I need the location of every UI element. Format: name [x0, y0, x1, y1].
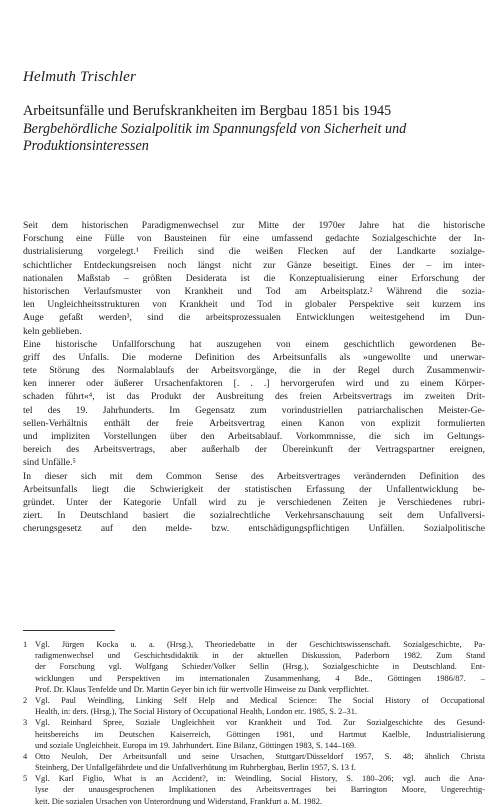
footnote-divider [23, 630, 115, 631]
body-line: schichtlicher Entdeckungsreisen noch längst nicht zur Gänze beseitigt. Eines der – im inter- [23, 259, 485, 271]
body-line: gründet. Unter der Kategorie Unfall wird zu je verschiedenen Zeiten je Verschiedenes rubri- [23, 496, 485, 508]
footnote-line: Vgl. Reinhard Spree, Soziale Ungleichheit vor Krankheit und Tod. Zur Sozialgeschichte des Gesund- [35, 718, 485, 728]
body-line: Arbeitsunfalls liegt die Schwierigkeit der statistischen Erfassung der Unfallentwicklung be- [23, 483, 485, 495]
footnote-number: 5 [23, 774, 28, 784]
footnote-line: keit. Die sozialen Ursachen von Unterordnung und Widerstand, Frankfurt a. M. 1982. [35, 796, 322, 806]
body-line: len Ungleichheitsstrukturen von Krankheit und Tod in globaler Perspektive seit kurzem ins [23, 299, 485, 311]
author-name: Helmuth Trischler [23, 69, 136, 85]
footnote-line: Health, in: ders. (Hrsg.), The Social History of Occupational Health, London etc. 1985, S. 2–31. [35, 707, 357, 717]
body-line: bereich des Arbeitsvertrags, aber außerhalb der Übereinkunft der Vertragspartner ereignen, [23, 444, 485, 456]
footnote-number: 3 [23, 718, 28, 728]
footnote [23, 639, 485, 695]
footnote-line: heitsbereichs im Deutschen Kaiserreich, Göttingen 1981, und Hartmut Kaelble, Industrialisierung [35, 729, 485, 739]
body-line: dustrialisierung vorgelegt.¹ Freilich sind die weißen Flecken auf der Landkarte sozialge- [23, 246, 485, 258]
footnote-line: Vgl. Karl Figlio, What is an Accident?, in: Weindling, Social History, S. 180–206; vgl. auch die Ana- [35, 774, 485, 784]
footnote [23, 751, 485, 773]
article-title: Arbeitsunfälle und Berufskrankheiten im Bergbau 1851 bis 1945 [23, 103, 392, 119]
body-line: In dieser sich mit dem Common Sense des Arbeitsvertrages verändernden Definition des [23, 470, 485, 482]
footnote-line: radigmenwechsel und Geschichtsdidaktik in der aktuellen Diskussion, Paderborn 1982. Zum Stand [35, 651, 485, 661]
footnote-line: und soziale Ungleichheit. Europa im 19. Jahrhundert. Eine Bilanz, Göttingen 1983, S. 144–169. [35, 740, 357, 750]
body-line: cherungsgesetz auf den melde- bzw. entschädigungspflichtigen Unfällen. Sozialpolitische [23, 523, 485, 535]
footnote-line: Otto Neuloh, Der Arbeitsunfall und seine Ursachen, Stuttgart/Düsseldorf 1957, S. 48; ähnlich Christa [35, 751, 485, 761]
subtitle-line: Bergbehördliche Sozialpolitik im Spannungsfeld von Sicherheit und [23, 121, 407, 137]
body-line: Seit dem historischen Paradigmenwechsel zur Mitte der 1970er Jahre hat die historische [23, 220, 485, 231]
footnote-line: Prof. Dr. Klaus Tenfelde und Dr. Martin Geyer bin ich für wertvolle Hinweise zu Dank verpflichtet. [35, 684, 369, 694]
footnote-number: 1 [23, 640, 28, 649]
footnote-line: Steinberg, Der Unfallgefährdete und die Unfallverhütung im Ruhrbergbau, Berlin 1957, S. 13 f. [35, 763, 356, 773]
footnote-number: 4 [23, 751, 28, 761]
footnote [23, 695, 485, 717]
body-line: ziert. In Deutschland basiert die sozialrechtliche Verkehrsanschauung seit dem Unfallversi- [23, 510, 485, 522]
body-line: Eine historische Unfallforschung hat auszugehen von einem geschichtlich gewordenen Be- [23, 338, 485, 350]
footnote-line: wicklungen und Perspektiven im internationalen Zusammenhang, 4 Bde., Göttingen 1986/87. – [35, 673, 485, 683]
body-line: tete Störung des Normalablaufs der Arbeitsvorgänge, die in der Regel durch Zusammenwir- [23, 365, 485, 377]
body-line: schaden führt«⁴, ist das Produkt der Ausbreitung des freien Arbeitsvertrags im zweiten Drit- [23, 391, 485, 403]
footnote-line: Vgl. Paul Weindling, Linking Self Help and Medical Science: The Social History of Occupational [35, 695, 485, 705]
footnote-number: 2 [23, 695, 28, 705]
footnote-line: der Forschung vgl. Wolfgang Schieder/Volker Sellin (Hrsg.), Sozialgeschichte in Deutschland. Ent- [35, 662, 485, 672]
body-line: Auge gefaßt werden³, sind die arbeitsprozessualen Entwicklungen weitestgehend im Dun- [23, 312, 485, 324]
body-line: nationalen Maßstab – größten Desiderata ist die Konzeptualisierung einer Erforschung der [23, 272, 485, 284]
footnote [23, 773, 485, 807]
body-line: griff des Unfalls. Die moderne Definition des Arbeitsunfalls als »ungewollte und unerwar- [23, 351, 485, 363]
body-line: historischen Verlaufsmuster von Krankheit und Tod am Arbeitsplatz.² Während die sozia- [23, 285, 485, 297]
body-line: und impliziten Vorstellungen über den Arbeitsablauf. Vorkommnisse, die sich im Geltungs- [23, 431, 485, 442]
body-text [23, 219, 485, 536]
body-line: sellen-Verhältnis enthält der freie Arbeitsvertrag einen Kanon von explizit formulierten [23, 417, 485, 429]
body-line: tel des 19. Jahrhunderts. Im Gegensatz zum vorindustriellen patriarchalischen Meister-Ge- [23, 404, 485, 416]
article-subtitle [23, 121, 493, 155]
footnotes [23, 639, 485, 807]
footnote-line: lyse der unausgesprochenen Implikationen des Arbeitsvertrages bei Barrington Moore, Ungerechtig- [35, 785, 485, 795]
body-line: sind Unfälle.⁵ [23, 457, 76, 469]
body-line: ken innerer oder äußerer Ursachenfaktoren [. . .] hervorgerufen wird und zu einem Körper- [23, 378, 485, 390]
footnote [23, 717, 485, 751]
body-line: Forschung eine Fülle von Bausteinen für eine umfassend gedachte Sozialgeschichte der In- [23, 233, 485, 245]
body-line: keln geblieben. [23, 325, 82, 337]
subtitle-line: Produktionsinteressen [23, 138, 149, 154]
footnote-line: Vgl. Jürgen Kocka u. a. (Hrsg.), Theoriedebatte in der Geschichtswissenschaft. Sozialgeschichte, Pa- [35, 640, 485, 649]
